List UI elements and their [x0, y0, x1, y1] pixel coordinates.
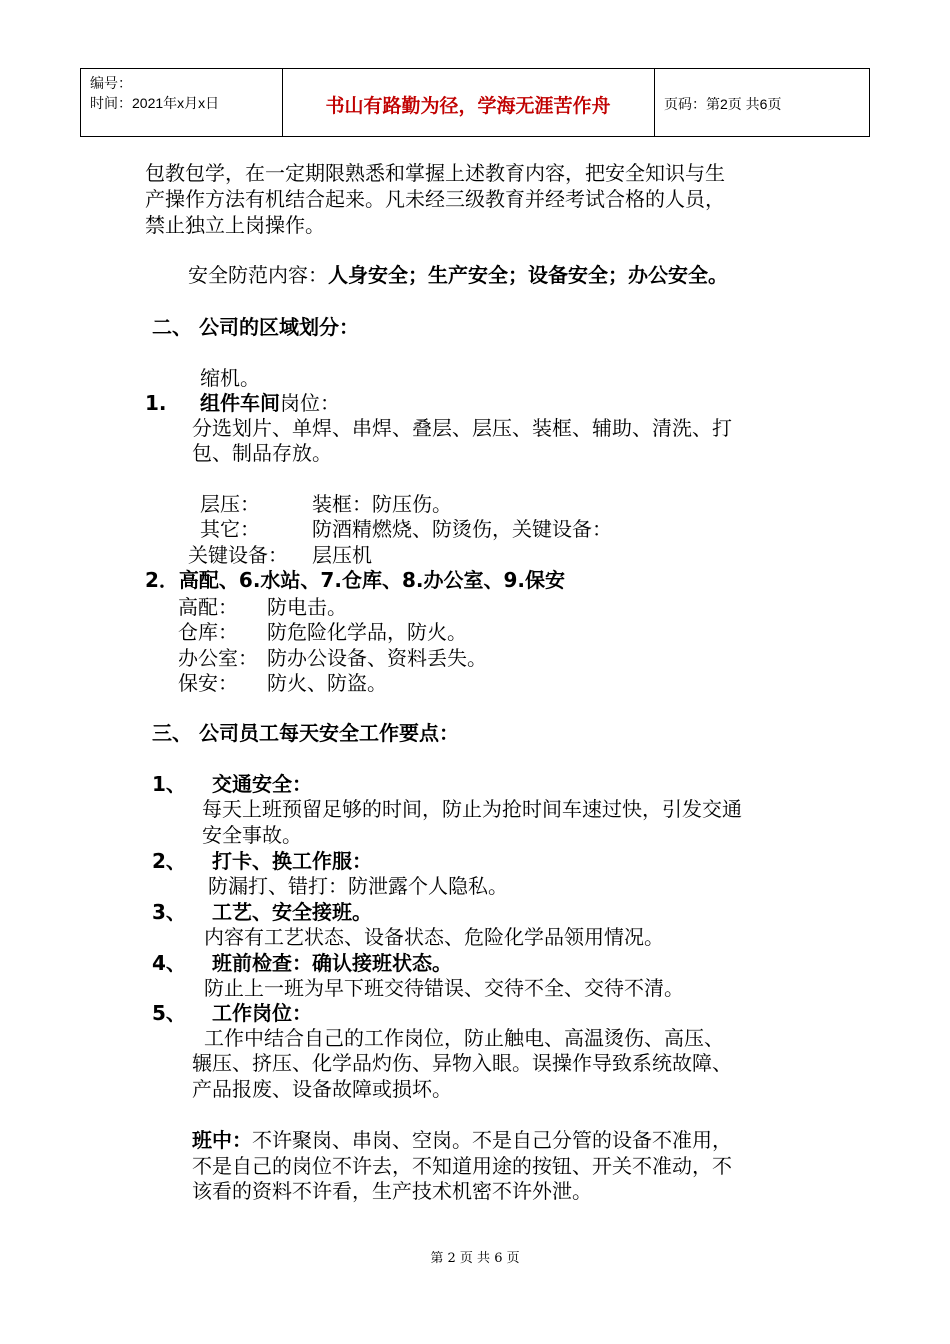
section-3-heading: 三、 公司员工每天安全工作要点： — [152, 721, 459, 745]
row-key-text: 层压机 — [312, 543, 372, 567]
row-warehouse-label: 仓库： — [178, 620, 238, 644]
point-4-line-1: 防止上一班为早下班交待错误、交待不全、交待不清。 — [204, 976, 684, 1000]
page-header — [80, 68, 870, 137]
header-border-left — [80, 69, 81, 136]
paragraph-line-3: 禁止独立上岗操作。 — [145, 213, 325, 237]
row-key-label: 关键设备： — [188, 543, 288, 567]
point-1-line-1: 每天上班预留足够的时间，防止为抢时间车速过快，引发交通 — [202, 797, 742, 821]
point-5-number: 5、 — [152, 1001, 186, 1025]
row-security-label: 保安： — [178, 671, 238, 695]
row-laminate-label: 层压： — [200, 492, 260, 516]
header-page-label: 页码：第2页 共6页 — [664, 96, 782, 112]
item-1-heading — [200, 390, 340, 416]
point-2-number: 2、 — [152, 849, 186, 873]
point-2-title: 打卡、换工作服： — [212, 849, 372, 873]
safety-label: 安全防范内容： — [188, 263, 328, 287]
mid-shift-line-1 — [192, 1127, 732, 1153]
header-number-label: 编号： — [90, 75, 132, 91]
section-2-heading: 二、 公司的区域划分： — [152, 315, 359, 339]
safety-line — [188, 262, 728, 288]
point-1-title: 交通安全： — [212, 772, 312, 796]
point-5-line-2: 辗压、挤压、化学品灼伤、异物入眼。误操作导致系统故障、 — [192, 1051, 732, 1075]
row-security-text: 防火、防盗。 — [267, 671, 387, 695]
header-motto: 书山有路勤为径，学海无涯苦作舟 — [325, 95, 611, 117]
mid-shift-line-2: 不是自己的岗位不许去，不知道用途的按钮、开关不准动，不 — [192, 1154, 732, 1178]
row-other-label: 其它： — [200, 517, 260, 541]
paragraph-line-2: 产操作方法有机结合起来。凡未经三级教育并经考试合格的人员， — [145, 187, 725, 211]
point-5-line-3: 产品报废、设备故障或损坏。 — [192, 1077, 452, 1101]
mid-shift-text-1: 不许聚岗、串岗、空岗。不是自己分管的设备不准用， — [252, 1128, 732, 1152]
paragraph-line-1: 包教包学，在一定期限熟悉和掌握上述教育内容，把安全知识与生 — [145, 161, 725, 185]
point-4-number: 4、 — [152, 951, 186, 975]
point-1-number: 1、 — [152, 772, 186, 796]
item-1-number: 1. — [145, 391, 167, 415]
point-5-line-1: 工作中结合自己的工作岗位，防止触电、高温烫伤、高压、 — [204, 1026, 724, 1050]
header-time-label: 时间：2021年x月x日 — [90, 95, 220, 111]
page-footer: 第 2 页 共 6 页 — [430, 1251, 520, 1266]
point-5-title: 工作岗位： — [212, 1001, 312, 1025]
point-1-line-2: 安全事故。 — [202, 823, 302, 847]
row-warehouse-text: 防危险化学品，防火。 — [267, 620, 467, 644]
point-3-number: 3、 — [152, 900, 186, 924]
item-1-rest: 岗位： — [280, 391, 340, 415]
item-2-heading: 2．高配、6.水站、7.仓库、8.办公室、9.保安 — [145, 568, 565, 592]
shrink-text: 缩机。 — [200, 366, 260, 390]
item-1-line-2: 包、制品存放。 — [192, 441, 332, 465]
header-border-right — [869, 69, 870, 136]
row-laminate-text: 装框：防压伤。 — [312, 492, 452, 516]
header-divider-2 — [654, 69, 655, 136]
point-3-title: 工艺、安全接班。 — [212, 900, 372, 924]
item-1-line-1: 分选划片、单焊、串焊、叠层、层压、装框、辅助、清洗、打 — [192, 416, 732, 440]
item-1-bold: 组件车间 — [200, 391, 280, 415]
row-other-text: 防酒精燃烧、防烫伤，关键设备： — [312, 517, 612, 541]
mid-shift-line-3: 该看的资料不许看，生产技术机密不许外泄。 — [192, 1179, 592, 1203]
mid-shift-label: 班中： — [192, 1128, 252, 1152]
row-hv-text: 防电击。 — [267, 595, 347, 619]
point-4-title: 班前检查：确认接班状态。 — [212, 951, 452, 975]
row-office-label: 办公室： — [178, 646, 258, 670]
point-2-line-1: 防漏打、错打：防泄露个人隐私。 — [208, 874, 508, 898]
row-office-text: 防办公设备、资料丢失。 — [267, 646, 487, 670]
safety-items: 人身安全；生产安全；设备安全；办公安全。 — [328, 263, 728, 287]
row-hv-label: 高配： — [178, 595, 238, 619]
point-3-line-1: 内容有工艺状态、设备状态、危险化学品领用情况。 — [204, 925, 664, 949]
header-meta — [90, 73, 219, 113]
